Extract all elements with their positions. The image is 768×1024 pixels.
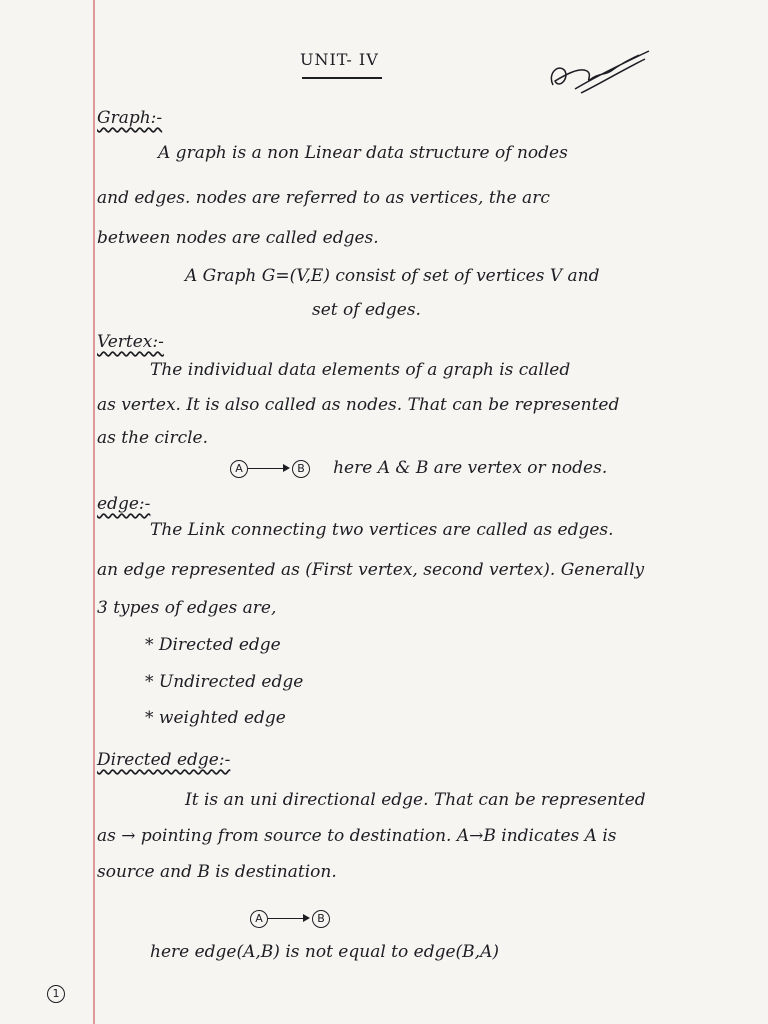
text-line: as the circle. bbox=[97, 428, 209, 448]
node-a: A bbox=[250, 910, 268, 928]
text-line: as → pointing from source to destination. A→B indicates A is bbox=[97, 826, 617, 846]
text-line: between nodes are called edges. bbox=[97, 228, 379, 248]
text-line: set of edges. bbox=[312, 300, 421, 320]
text-line: The Link connecting two vertices are called as edges. bbox=[150, 520, 614, 540]
node-a: A bbox=[230, 460, 248, 478]
heading-edge: edge:- bbox=[97, 494, 151, 514]
list-item: * weighted edge bbox=[145, 708, 286, 728]
title-underline bbox=[302, 77, 382, 79]
text-line: A Graph G=(V,E) consist of set of vertices V and bbox=[185, 266, 600, 286]
text-line: It is an uni directional edge. That can be represented bbox=[185, 790, 646, 810]
text-line: A graph is a non Linear data structure of nodes bbox=[158, 143, 568, 163]
vertex-diagram bbox=[230, 458, 607, 478]
node-b: B bbox=[292, 460, 310, 478]
heading-graph: Graph:- bbox=[97, 108, 163, 128]
text-line: 3 types of edges are, bbox=[97, 598, 277, 618]
node-b: B bbox=[312, 910, 330, 928]
margin-line bbox=[93, 0, 95, 1024]
diagram-caption: here A & B are vertex or nodes. bbox=[333, 458, 608, 478]
signature-icon bbox=[545, 45, 655, 100]
arrow-icon bbox=[248, 468, 288, 470]
text-line: as vertex. It is also called as nodes. That can be represented bbox=[97, 395, 620, 415]
text-line: source and B is destination. bbox=[97, 862, 337, 882]
page-title: UNIT- IV bbox=[300, 50, 379, 69]
heading-directed-edge: Directed edge:- bbox=[97, 750, 231, 770]
list-item: * Directed edge bbox=[145, 635, 281, 655]
heading-vertex: Vertex:- bbox=[97, 332, 164, 352]
arrow-icon bbox=[268, 918, 308, 920]
text-line: an edge represented as (First vertex, second vertex). Generally bbox=[97, 560, 645, 580]
list-item: * Undirected edge bbox=[145, 672, 304, 692]
text-line: The individual data elements of a graph is called bbox=[150, 360, 571, 380]
directed-edge-diagram bbox=[250, 908, 330, 928]
text-line: and edges. nodes are referred to as vertices, the arc bbox=[97, 188, 550, 208]
page-number: 1 bbox=[47, 985, 65, 1003]
text-line: here edge(A,B) is not equal to edge(B,A) bbox=[150, 942, 499, 962]
